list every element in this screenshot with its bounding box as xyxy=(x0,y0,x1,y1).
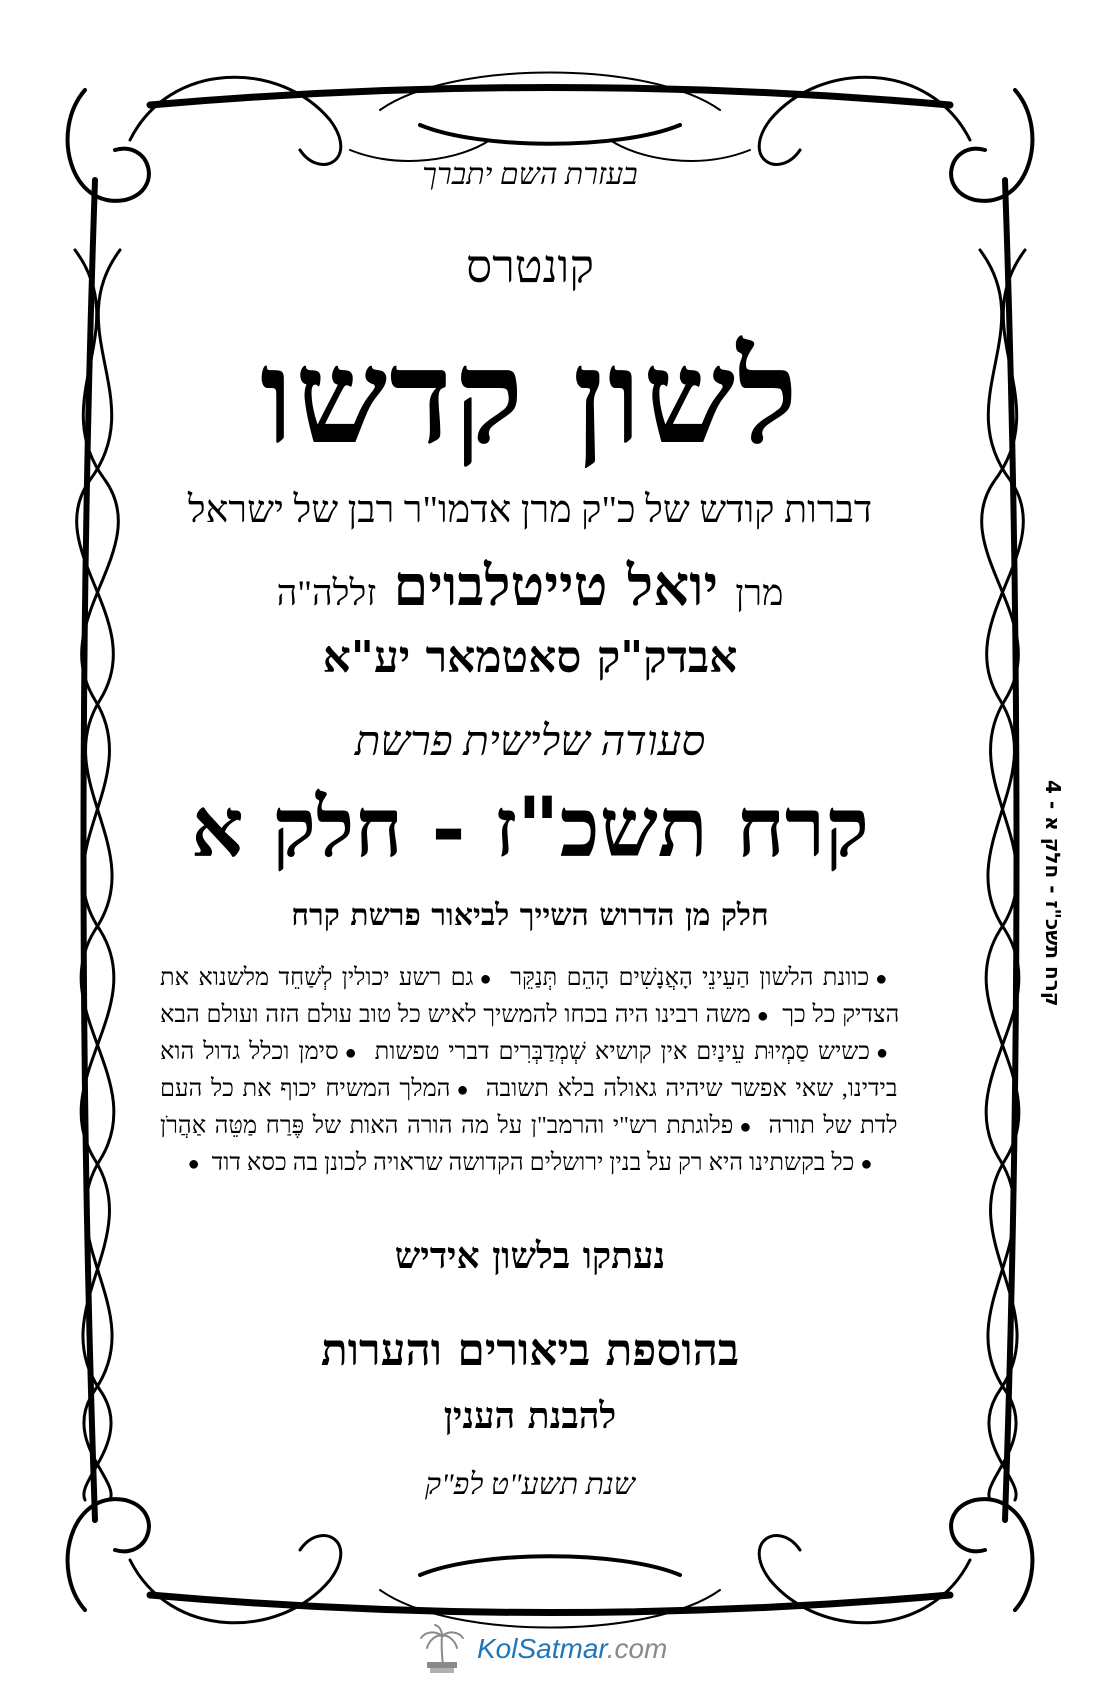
additions-title: בהוספת ביאורים והערות xyxy=(320,1325,740,1376)
topic-item: גם רשע יכולין לְשַׁחֵד מלשנוא את הצדיק כל כך xyxy=(160,965,900,1028)
author-place: אבדק"ק סאטמאר יע"א xyxy=(322,632,738,683)
topic-item: כשיש סַמְיוּת עֵינַיִם אין קושיא שְׁמְדַבְּרִים דברי טפשות xyxy=(374,1039,871,1065)
part-description: חלק מן הדרוש השייך לביאור פרשת קרח xyxy=(291,898,769,933)
topic-item: משה רבינו היה בכחו להמשיך לאיש כל טוב עולם הזה ועולם הבא xyxy=(160,1002,751,1028)
author-name: יואל טייטלבוים xyxy=(393,553,719,619)
bullet-icon: ● xyxy=(344,1042,360,1064)
author-intro-line: דברות קודש של כ"ק מרן אדמו"ר רבן של ישראל xyxy=(187,489,873,531)
title-page xyxy=(130,150,930,1530)
bullet-icon: ● xyxy=(756,1005,770,1027)
understanding-subtitle: להבנת הענין xyxy=(443,1395,617,1437)
author-prefix: מרן xyxy=(735,573,784,613)
bullet-icon: ● xyxy=(860,1153,873,1175)
author-suffix: זללה"ה xyxy=(276,573,377,613)
translated-note: נעתקו בלשון אידיש xyxy=(394,1235,666,1277)
topic-item: המלך המשיח יכוף את כל העם לדת של תורה xyxy=(160,1076,898,1139)
kuntres-label: קונטרס xyxy=(466,241,594,292)
topic-item: סימן וכלל גדול הוא בידינו, שאי אפשר שיהיה גאולה בלא תשובה xyxy=(160,1039,898,1102)
bullet-icon: ● xyxy=(479,968,495,990)
author-line xyxy=(130,553,930,619)
main-title: לשון קדשו xyxy=(260,320,800,473)
topics-list xyxy=(160,960,900,1182)
side-page-label: קרח תשכ"ז - חלק א - 4 xyxy=(1041,780,1065,1007)
watermark-tld: .com xyxy=(606,1633,668,1664)
blessing-header: בעזרת השם יתברך xyxy=(422,158,638,191)
palm-tree-logo-icon xyxy=(415,1622,469,1676)
watermark[interactable] xyxy=(415,1622,667,1676)
bullet-icon: ● xyxy=(187,1153,200,1175)
publication-year: שנת תשע"ט לפ"ק xyxy=(425,1468,635,1501)
meal-label: סעודה שלישית פרשת xyxy=(354,719,706,765)
topic-item: פלוגתת רש"י והרמב"ן על מה הורה האות של פֶּרַח מַטֵּה אַהֲרֹן xyxy=(160,1113,734,1139)
topic-item: כל בקשתינו היא רק על בנין ירושלים הקדושה שראויה לכונן בה כסא דוד xyxy=(211,1150,855,1176)
bullet-icon: ● xyxy=(739,1116,754,1138)
bullet-icon: ● xyxy=(876,1042,892,1064)
bullet-icon: ● xyxy=(875,968,891,990)
parsha-title: קרח תשכ"ז - חלק א xyxy=(190,780,870,876)
bullet-icon: ● xyxy=(456,1079,472,1101)
watermark-brand: KolSatmar xyxy=(477,1633,607,1664)
topic-item: כוונת הלשון הַעֵינֵי הָאֲנָשִׁים הָהֵם תְּנַקֵּר xyxy=(510,965,870,991)
